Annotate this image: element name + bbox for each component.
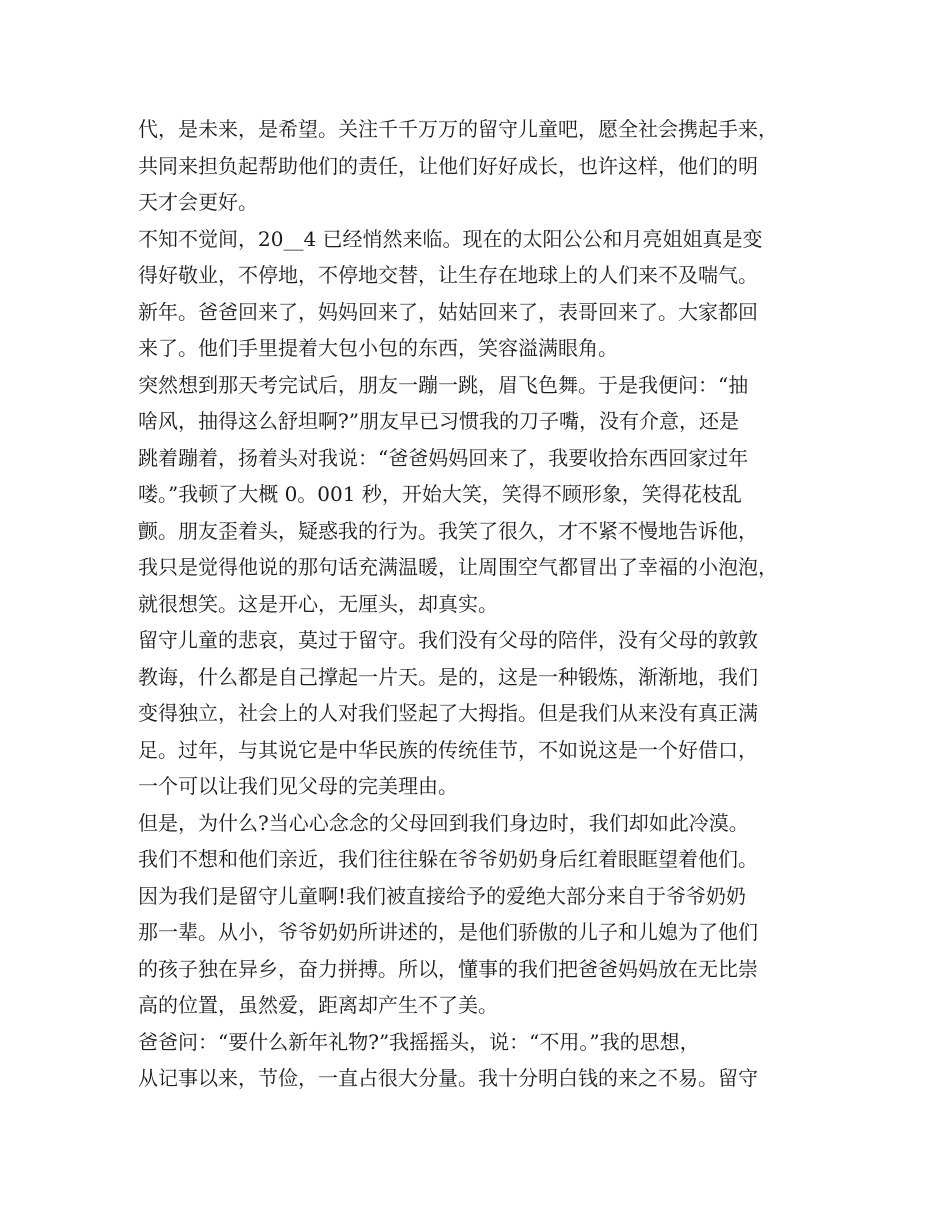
text-line: 来了。他们手里提着大包小包的东西，笑容溢满眼角。 (138, 336, 618, 360)
paragraph-6 (138, 805, 828, 1024)
text-line: 我只是觉得他说的那句话充满温暖，让周围空气都冒出了幸福的小泡泡， (138, 555, 778, 579)
text-line: 不知不觉间，20__4 已经悄然来临。现在的太阳公公和月亮姐姐真是变 (138, 226, 763, 251)
text-line: 留守儿童的悲哀，莫过于留守。我们没有父母的陪伴，没有父母的敦敦 (138, 628, 758, 652)
paragraph-3 (138, 294, 828, 367)
paragraph-7 (138, 1024, 828, 1097)
paragraph-4 (138, 367, 828, 623)
text-line: 的孩子独在异乡，奋力拼搏。所以，懂事的我们把爸爸妈妈放在无比崇 (138, 956, 758, 981)
paragraph-2 (138, 221, 828, 294)
text-line: 一个可以让我们见父母的完美理由。 (138, 774, 458, 798)
text-line: 就很想笑。这是开心，无厘头，却真实。 (138, 591, 498, 616)
text-line: 啥风，抽得这么舒坦啊?”朋友早已习惯我的刀子嘴，没有介意，还是 (138, 409, 739, 433)
text-line: 从记事以来，节俭，一直占很大分量。我十分明白钱的来之不易。留守 (138, 1066, 758, 1090)
text-line: 跳着蹦着，扬着头对我说：“爸爸妈妈回来了，我要收拾东西回家过年 (138, 445, 749, 470)
text-line: 天才会更好。 (138, 190, 258, 214)
text-line: 高的位置，虽然爱，距离却产生不了美。 (138, 993, 498, 1017)
text-line: 代，是未来，是希望。关注千千万万的留守儿童吧，愿全社会携起手来， (138, 117, 778, 141)
text-line: 因为我们是留守儿童啊!我们被直接给予的爱绝大部分来自于爷爷奶奶 (138, 883, 747, 908)
text-line: 但是，为什么?当心心念念的父母回到我们身边时，我们却如此冷漠。 (138, 810, 749, 835)
paragraph-5 (138, 622, 828, 805)
text-line: 颤。朋友歪着头，疑惑我的行为。我笑了很久，才不紧不慢地告诉他， (138, 518, 758, 543)
text-line: 共同来担负起帮助他们的责任，让他们好好成长，也许这样，他们的明 (138, 153, 758, 178)
document-body (138, 111, 828, 1097)
text-line: 得好敬业，不停地，不停地交替，让生存在地球上的人们来不及喘气。 (138, 263, 758, 287)
text-line: 爸爸问：“要什么新年礼物?”我摇摇头，说：“不用。”我的思想， (138, 1029, 700, 1054)
text-line: 足。过年，与其说它是中华民族的传统佳节，不如说这是一个好借口， (138, 737, 758, 762)
paragraph-1 (138, 111, 828, 221)
text-line: 那一辈。从小，爷爷奶奶所讲述的，是他们骄傲的儿子和儿媳为了他们 (138, 920, 758, 944)
text-line: 新年。爸爸回来了，妈妈回来了，姑姑回来了，表哥回来了。大家都回 (138, 299, 758, 324)
text-line: 教诲，什么都是自己撑起一片天。是的，这是一种锻炼，渐渐地，我们 (138, 664, 758, 689)
text-line: 喽。”我顿了大概 0。001 秒，开始大笑，笑得不顾形象，笑得花枝乱 (138, 482, 742, 506)
text-line: 我们不想和他们亲近，我们往往躲在爷爷奶奶身后红着眼眶望着他们。 (138, 847, 758, 871)
text-line: 突然想到那天考完试后，朋友一蹦一跳，眉飞色舞。于是我便问：“抽 (138, 372, 749, 397)
text-line: 变得独立，社会上的人对我们竖起了大拇指。但是我们从来没有真正满 (138, 701, 758, 725)
